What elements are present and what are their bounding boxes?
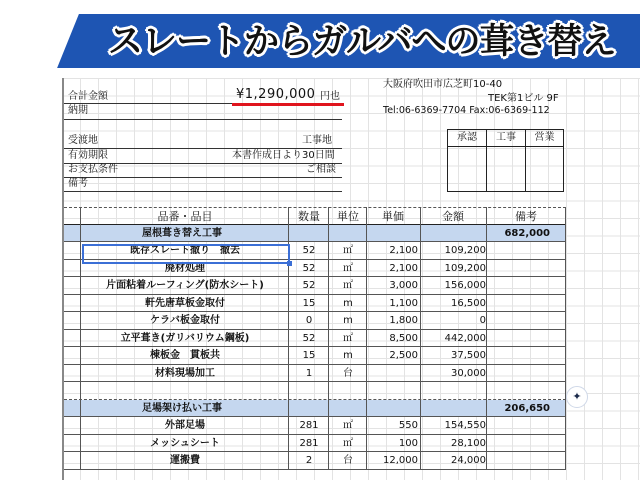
divider <box>64 119 342 120</box>
cell-unit: ㎡ <box>343 262 353 274</box>
cell-amount: 24,000 <box>451 455 486 466</box>
cell-item: 既存スレート撤り 撤去 <box>130 245 240 256</box>
cell-qty: 15 <box>302 350 316 361</box>
cell-item: 材料現場加工 <box>155 367 215 379</box>
cell-price: 3,000 <box>389 280 418 291</box>
cell-note <box>488 417 550 434</box>
cell-qty: 52 <box>302 280 316 291</box>
cell-price: 2,100 <box>389 245 418 256</box>
cell-qty: 281 <box>299 420 319 431</box>
cell-item: 立平葺き(ガリバリウム鋼板) <box>120 332 250 344</box>
cell-note <box>488 260 550 277</box>
table-row[interactable] <box>64 452 566 470</box>
cell-unit <box>330 225 366 242</box>
cell-amount <box>420 400 486 417</box>
cell-qty: 52 <box>302 245 316 256</box>
cell-note <box>488 365 550 382</box>
column-divider <box>420 207 421 470</box>
cell-amount <box>420 225 486 242</box>
cell-price: 1,100 <box>389 297 418 309</box>
cell-item: 軒先唐草板金取付 <box>145 297 225 309</box>
cell-qty: 1 <box>305 367 313 379</box>
cell-item: 足場架け払い工事 <box>142 402 222 414</box>
cell-qty: 281 <box>299 437 319 449</box>
total-underline <box>232 103 344 106</box>
total-amount: ¥1,290,000 <box>236 87 316 102</box>
company-phone: Tel:06-6369-7704 Fax:06-6369-112 <box>383 105 550 116</box>
cell-unit: ㎡ <box>343 437 353 449</box>
cell-amount: 442,000 <box>444 332 486 344</box>
column-header: 単位 <box>337 210 359 223</box>
company-building: TEK第1ビル 9F <box>488 93 559 104</box>
column-header: 備考 <box>515 210 537 223</box>
cell-unit: ㎡ <box>343 245 353 256</box>
company-address: 大阪府吹田市広芝町10-40 <box>383 79 503 90</box>
cell-note <box>488 382 550 399</box>
cell-amount <box>420 382 486 399</box>
table-row[interactable] <box>64 365 566 383</box>
table-header-row <box>64 207 566 225</box>
column-divider <box>565 207 566 470</box>
validity-value: 本書作成日より30日間 <box>232 150 335 161</box>
stamp-cell <box>526 130 563 191</box>
stamp-label: 営業 <box>526 130 563 147</box>
cell-unit: ㎡ <box>343 280 353 291</box>
table-row[interactable] <box>64 382 566 400</box>
cell-item: 片面粘着ルーフィング(防水シート) <box>106 280 264 291</box>
cell-amount: 154,550 <box>444 420 486 431</box>
table-row[interactable] <box>64 295 566 313</box>
cell-qty <box>290 225 328 242</box>
cell-price: 100 <box>398 437 418 449</box>
sparkle-icon[interactable]: ✦ <box>566 386 588 408</box>
cell-price <box>368 365 418 382</box>
cell-amount: 0 <box>479 315 486 326</box>
divider <box>64 177 342 178</box>
cell-qty: 52 <box>302 262 316 274</box>
cell-note <box>488 452 550 469</box>
cell-price: 8,500 <box>389 332 418 344</box>
cell-unit: 台 <box>343 455 353 466</box>
column-divider <box>366 207 367 470</box>
cell-unit <box>330 382 366 399</box>
cell-qty <box>290 400 328 417</box>
cell-qty: 52 <box>302 332 316 344</box>
table-row[interactable] <box>64 417 566 435</box>
cell-price: 1,800 <box>389 315 418 326</box>
column-header: 単価 <box>382 210 404 223</box>
cell-item: ケラバ板金取付 <box>150 315 220 326</box>
cell-unit: m <box>343 350 353 361</box>
column-divider <box>80 207 81 470</box>
column-header: 数量 <box>298 210 320 223</box>
cell-note <box>488 330 550 347</box>
cell-note <box>488 435 550 452</box>
cell-note <box>488 277 550 294</box>
table-row[interactable] <box>64 312 566 330</box>
table-row[interactable] <box>64 330 566 348</box>
cell-price: 2,500 <box>389 350 418 361</box>
cell-amount: 109,200 <box>444 245 486 256</box>
cell-amount: 16,500 <box>451 297 486 309</box>
column-divider <box>328 207 329 470</box>
divider <box>64 191 342 192</box>
cell-price: 12,000 <box>383 455 418 466</box>
stamp-label: 承認 <box>448 130 486 147</box>
cell-item: メッシュシート <box>150 437 220 449</box>
cell-note: 682,000 <box>504 227 550 239</box>
cell-price <box>368 400 418 417</box>
payment-value: ご相談 <box>306 164 336 175</box>
remarks-label: 備考 <box>68 178 88 189</box>
cell-amount: 37,500 <box>451 350 486 361</box>
cell-amount: 30,000 <box>451 367 486 379</box>
cell-qty: 2 <box>305 455 313 466</box>
cell-unit: ㎡ <box>343 420 353 431</box>
cell-amount: 156,000 <box>444 280 486 291</box>
cell-qty <box>290 382 328 399</box>
column-divider <box>486 207 487 470</box>
cell-qty: 15 <box>302 297 316 309</box>
cell-note <box>488 242 550 259</box>
cell-price <box>368 382 418 399</box>
cell-unit <box>330 400 366 417</box>
divider <box>64 103 232 104</box>
table-row[interactable] <box>64 435 566 453</box>
stamp-cell <box>487 130 526 191</box>
column-header: 品番・品目 <box>157 210 213 223</box>
cell-item: 廃材処理 <box>165 262 205 274</box>
cell-note <box>488 312 550 329</box>
cell-note <box>488 295 550 312</box>
cell-unit: m <box>343 297 353 309</box>
validity-label: 有効期限 <box>68 150 108 161</box>
stamp-cell <box>448 130 487 191</box>
cell-item: 外部足場 <box>165 420 205 431</box>
section-row[interactable] <box>64 400 566 418</box>
cell-note <box>488 347 550 364</box>
fill-handle[interactable] <box>287 261 292 266</box>
table-row[interactable] <box>64 347 566 365</box>
cell-price: 550 <box>398 420 418 431</box>
table-row[interactable] <box>64 277 566 295</box>
cell-price: 2,100 <box>389 262 418 274</box>
stamp-label: 工事 <box>487 130 525 147</box>
cell-amount: 28,100 <box>451 437 486 449</box>
column-header: 金額 <box>442 210 464 223</box>
cell-item: 運搬費 <box>170 455 200 466</box>
banner-title: スレートからガルバへの葺き替え <box>108 22 616 62</box>
approval-stamp-table <box>447 129 564 192</box>
delivery-label: 納期 <box>68 105 88 116</box>
cell-item: 棟板金 貫板共 <box>150 350 220 361</box>
title-banner <box>0 0 640 76</box>
cell-item <box>82 382 288 399</box>
cell-qty: 0 <box>305 315 313 326</box>
cell-amount: 109,200 <box>444 262 486 274</box>
cell-unit: 台 <box>343 367 353 379</box>
delivery-place-label: 受渡地 <box>68 135 98 146</box>
cell-item: 屋根葺き替え工事 <box>142 227 222 239</box>
total-suffix: 円也 <box>320 91 340 102</box>
section-row[interactable] <box>64 225 566 243</box>
selected-cell[interactable] <box>82 244 290 264</box>
cell-note: 206,650 <box>504 402 550 414</box>
cell-price <box>368 225 418 242</box>
delivery-place-value: 工事地 <box>302 135 332 146</box>
cell-unit: m <box>343 315 353 326</box>
payment-label: お支払条件 <box>68 164 118 175</box>
cell-unit: ㎡ <box>343 332 353 344</box>
total-label: 合計金額 <box>68 91 108 102</box>
